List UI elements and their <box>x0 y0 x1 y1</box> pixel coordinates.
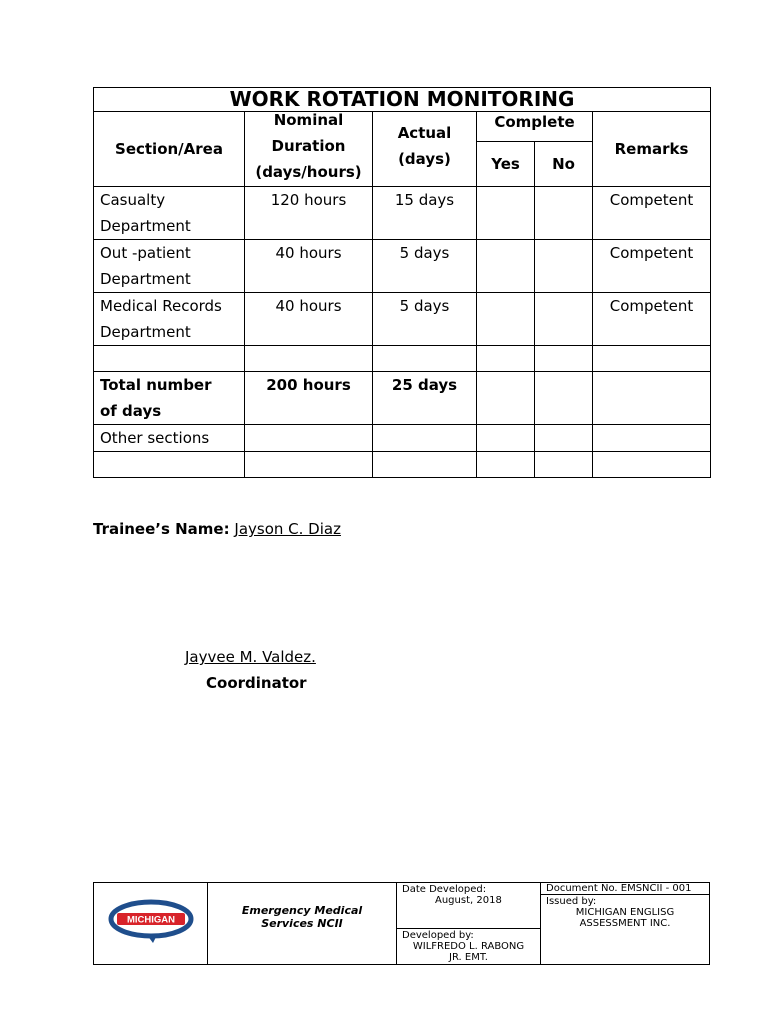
section-line-2: Department <box>100 270 191 288</box>
empty-row <box>94 346 711 372</box>
program-line-2: Services NCII <box>261 916 343 930</box>
table-title: WORK ROTATION MONITORING <box>94 88 711 112</box>
header-nominal-line-3: (days/hours) <box>255 163 362 181</box>
no-cell <box>535 293 593 346</box>
total-label-line-2: of days <box>100 402 162 420</box>
logo-cell <box>94 883 208 965</box>
actual-cell: 5 days <box>373 240 477 293</box>
date-developed-label: Date Developed: <box>402 884 487 895</box>
table-row <box>94 240 711 293</box>
issued-by-cell <box>541 895 710 965</box>
header-actual-line-1: Actual <box>397 124 452 142</box>
michigan-logo <box>107 898 195 946</box>
developed-by-line-1: WILFREDO L. RABONG <box>412 941 525 952</box>
nominal-cell: 40 hours <box>245 293 373 346</box>
work-rotation-table <box>93 87 711 478</box>
other-sections-cell: Other sections <box>94 425 245 452</box>
actual-cell: 5 days <box>373 293 477 346</box>
issued-by-line-1: MICHIGAN ENGLISG <box>575 907 675 918</box>
remarks-cell: Competent <box>593 187 711 240</box>
trainee-name-label: Trainee’s Name: <box>93 520 230 538</box>
developed-by-label: Developed by: <box>402 930 474 941</box>
issued-by-line-2: ASSESSMENT INC. <box>579 918 671 929</box>
empty-row <box>94 452 711 478</box>
total-nominal-cell: 200 hours <box>245 372 373 425</box>
coordinator-name: Jayvee M. Valdez. <box>185 648 316 666</box>
header-no: No <box>535 142 593 187</box>
total-label-cell <box>94 372 245 425</box>
section-cell <box>94 240 245 293</box>
header-nominal-line-1: Nominal <box>273 111 344 129</box>
total-actual-cell: 25 days <box>373 372 477 425</box>
trainee-name-value: Jayson C. Diaz <box>234 520 341 538</box>
section-line-1: Casualty <box>100 191 166 209</box>
header-actual-line-2: (days) <box>398 150 451 168</box>
nominal-cell: 40 hours <box>245 240 373 293</box>
yes-cell <box>477 240 535 293</box>
header-nominal-line-2: Duration <box>271 137 346 155</box>
date-developed-cell <box>397 883 541 929</box>
header-nominal-duration <box>245 112 373 187</box>
section-line-2: Department <box>100 323 191 341</box>
header-section-area: Section/Area <box>94 112 245 187</box>
no-cell <box>535 187 593 240</box>
program-cell <box>208 883 397 965</box>
trainee-name-line <box>93 520 341 538</box>
no-cell <box>535 240 593 293</box>
section-line-1: Medical Records <box>100 297 222 315</box>
document-footer <box>93 882 710 965</box>
section-line-1: Out -patient <box>100 244 191 262</box>
section-cell <box>94 293 245 346</box>
issued-by-label: Issued by: <box>546 896 597 907</box>
program-line-1: Emergency Medical <box>241 903 363 917</box>
developed-by-line-2: JR. EMT. <box>449 952 488 963</box>
remarks-cell: Competent <box>593 293 711 346</box>
section-cell <box>94 187 245 240</box>
document-number: Document No. EMSNCII - 001 <box>541 883 710 895</box>
coordinator-role: Coordinator <box>206 674 307 692</box>
actual-cell: 15 days <box>373 187 477 240</box>
other-sections-row <box>94 425 711 452</box>
total-label-line-1: Total number <box>100 376 212 394</box>
yes-cell <box>477 187 535 240</box>
header-yes: Yes <box>477 142 535 187</box>
yes-cell <box>477 293 535 346</box>
table-row <box>94 187 711 240</box>
header-complete: Complete <box>477 112 593 142</box>
developed-by-cell <box>397 929 541 965</box>
logo-text: MICHIGAN <box>126 914 175 926</box>
remarks-cell: Competent <box>593 240 711 293</box>
header-remarks: Remarks <box>593 112 711 187</box>
nominal-cell: 120 hours <box>245 187 373 240</box>
section-line-2: Department <box>100 217 191 235</box>
header-actual <box>373 112 477 187</box>
table-row <box>94 293 711 346</box>
total-row <box>94 372 711 425</box>
date-developed-value: August, 2018 <box>435 895 502 906</box>
